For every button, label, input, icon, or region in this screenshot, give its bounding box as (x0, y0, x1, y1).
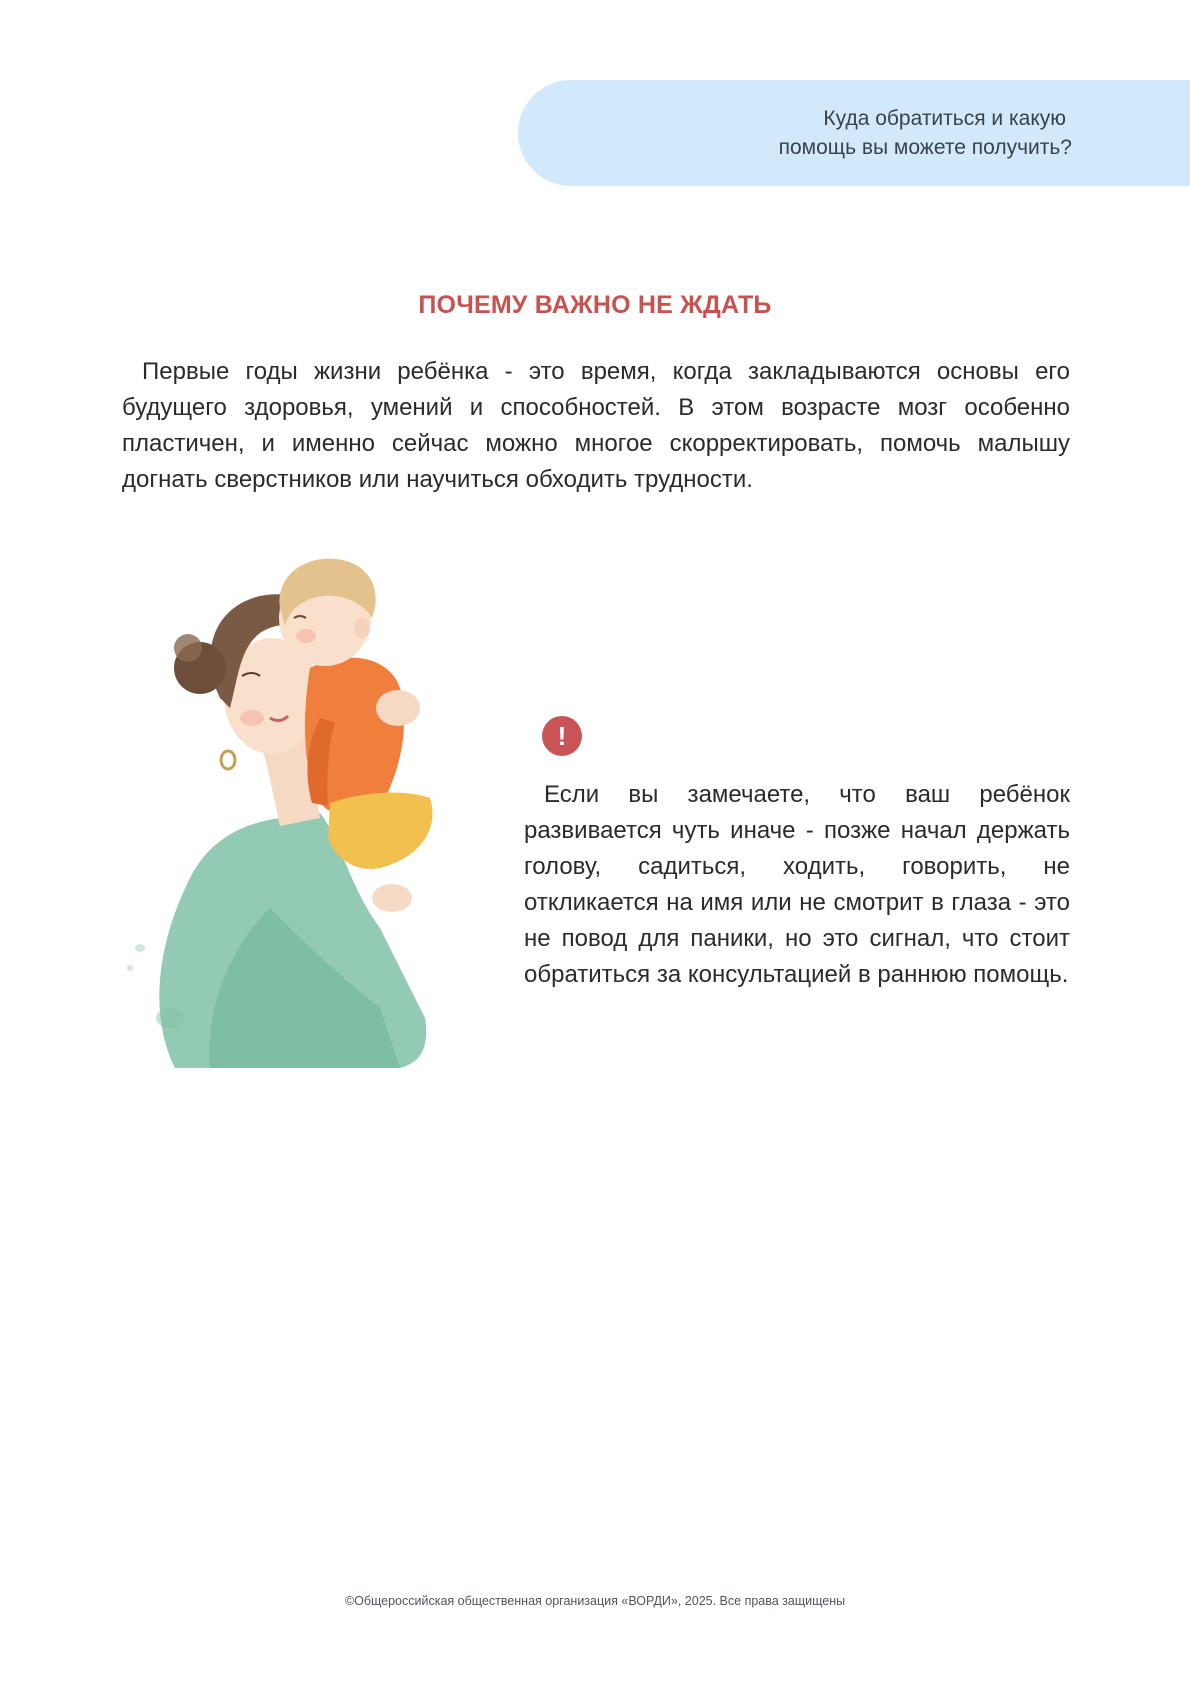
paint-splash (127, 965, 133, 971)
header-line-1: Куда обратиться и какую (823, 107, 1066, 130)
mother-hand-upper (376, 690, 420, 726)
child-ear (354, 617, 370, 639)
mother-cheek (240, 710, 264, 726)
alert-icon: ! (542, 716, 582, 756)
mother-hair-bun-highlight (174, 634, 202, 662)
header-line-2: помощь вы можете получить? (778, 136, 1072, 159)
intro-paragraph: Первые годы жизни ребёнка - это время, когда закладываются основы его будущего здоровья, умений и способностей. В этом возрасте мозг особенно пластичен, и именно сейчас можно многое скорректировать, помочь малышу догнать сверстников или научиться обходить трудности. (122, 358, 1070, 493)
child-pants (328, 793, 433, 869)
section-title: ПОЧЕМУ ВАЖНО НЕ ЖДАТЬ (418, 291, 772, 319)
paint-splash (135, 944, 145, 952)
child-cheek (296, 629, 316, 643)
mother-holding-child-illustration (80, 548, 500, 1068)
illustration-svg (80, 548, 500, 1068)
earring (221, 751, 235, 769)
alert-paragraph: Если вы замечаете, что ваш ребёнок развивается чуть иначе - позже начал держать голову, садиться, ходить, говорить, не откликается на имя или не смотрит в глаза - это не повод для паники, но это сигнал, что стоит обратиться за консультацией в раннюю помощь. (524, 781, 1070, 988)
header-tab (518, 80, 1190, 186)
mother-hand-lower (372, 884, 412, 912)
footer-copyright: ©Общероссийская общественная организация «ВОРДИ», 2025. Все права защищены (344, 1594, 846, 1608)
